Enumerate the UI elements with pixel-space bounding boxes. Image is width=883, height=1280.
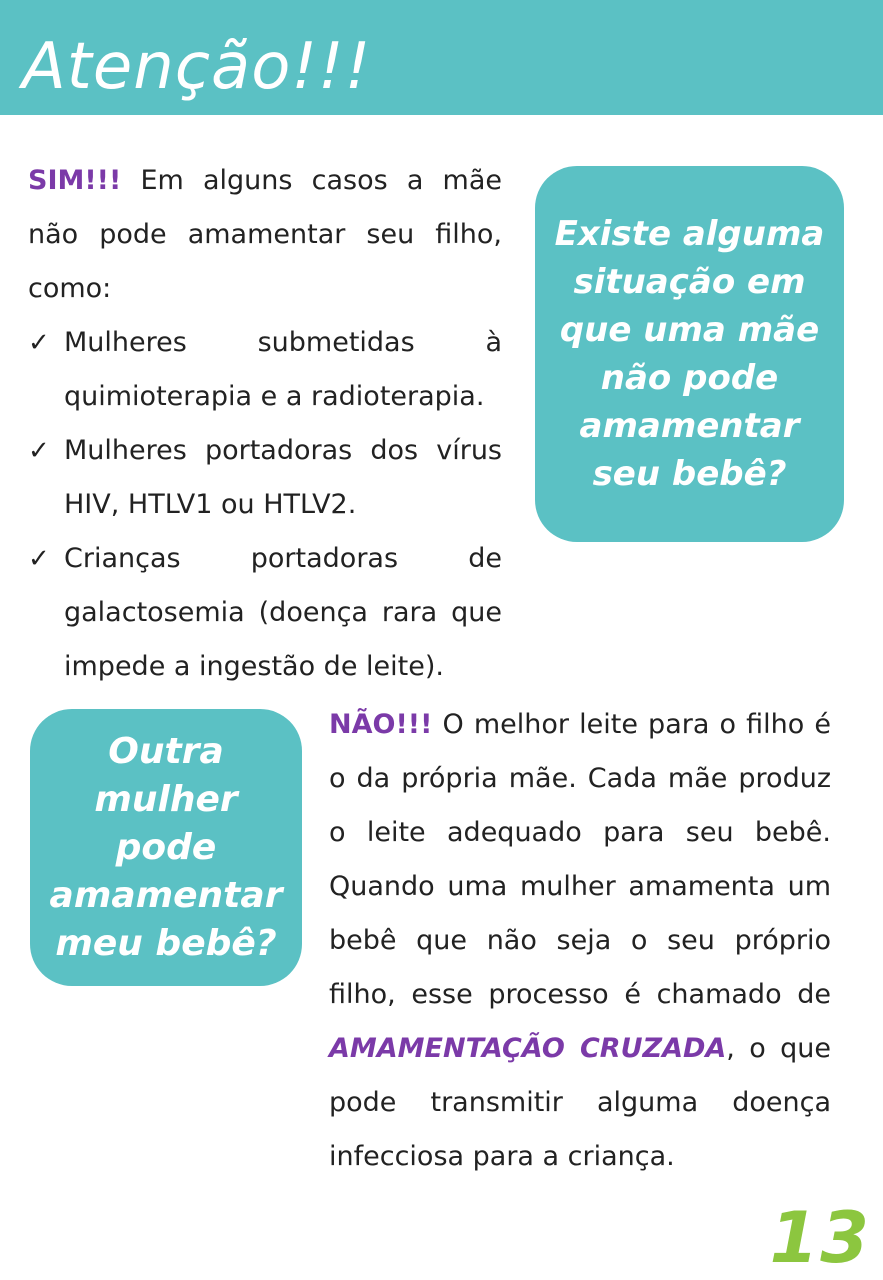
- list-item-text: Crianças portadoras de galactosemia (doença rara que impede a ingestão de leite).: [64, 543, 502, 682]
- sim-highlight: SIM!!!: [28, 165, 122, 196]
- question-text: Existe alguma situação em que uma mãe não pode amamentar seu bebê?: [554, 214, 825, 494]
- list-item: [28, 424, 502, 532]
- sim-intro-text: Em alguns casos a mãe não pode amamentar seu filho, como:: [28, 165, 502, 304]
- page-title: Atenção!!!: [22, 30, 372, 104]
- nao-answer-block: [329, 698, 831, 1184]
- checkmark-icon: ✓: [28, 544, 50, 574]
- nao-text-before: O melhor leite para o filho é o da própria mãe. Cada mãe produz o leite adequado para seu bebê. Quando uma mulher amamenta um bebê que não seja o seu próprio filho, esse processo é chamado de: [329, 709, 831, 1010]
- question-bubble-other-woman: [30, 709, 302, 986]
- list-item-text: Mulheres portadoras dos vírus HIV, HTLV1 ou HTLV2.: [64, 435, 502, 520]
- question-bubble-situation: [535, 166, 844, 542]
- list-item-text: Mulheres submetidas à quimioterapia e a radioterapia.: [64, 327, 502, 412]
- list-item: [28, 316, 502, 424]
- nao-highlight: NÃO!!!: [329, 709, 433, 740]
- condition-list: [28, 316, 502, 694]
- checkmark-icon: ✓: [28, 328, 50, 358]
- nao-text-after: , o que pode transmitir alguma doença infecciosa para a criança.: [329, 1033, 831, 1172]
- cross-breastfeeding-term: AMAMENTAÇÃO CRUZADA: [329, 1033, 727, 1064]
- nao-paragraph: [329, 698, 831, 1184]
- question-text: Outra mulher pode amamentar meu bebê?: [49, 730, 283, 964]
- checkmark-icon: ✓: [28, 436, 50, 466]
- header-bar: [0, 0, 883, 115]
- list-item: [28, 532, 502, 694]
- sim-intro-paragraph: [28, 154, 502, 316]
- sim-answer-block: [28, 154, 502, 694]
- page-number: 13: [769, 1197, 871, 1279]
